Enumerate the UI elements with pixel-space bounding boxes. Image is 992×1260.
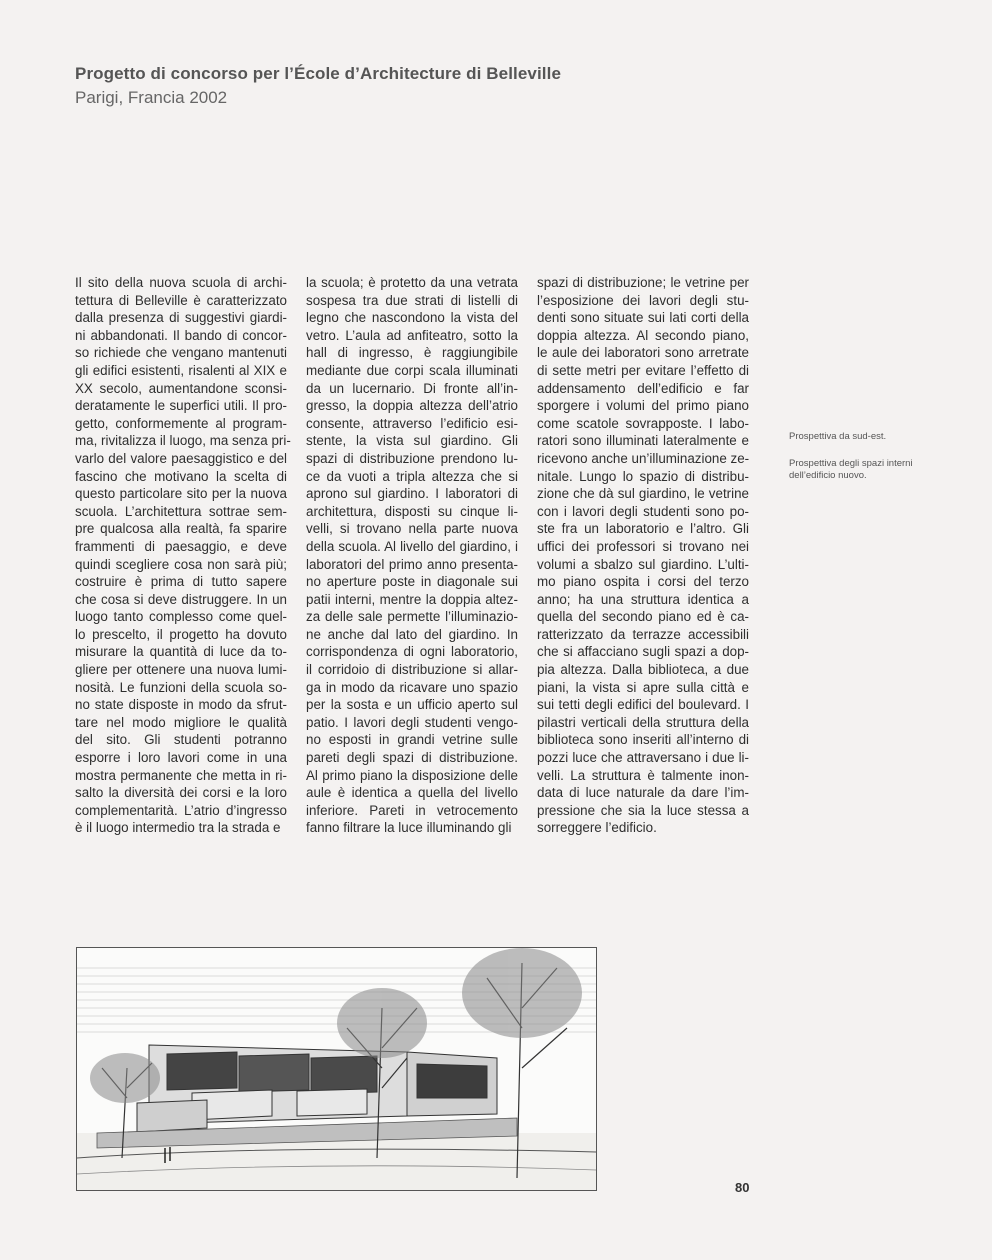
text-line: piani, la vista si apre sulla città e: [537, 679, 749, 695]
text-line: costruire è prima di tutto sapere: [75, 574, 287, 590]
text-line: ricevono anche un’illuminazione ze-: [537, 450, 750, 466]
text-line: frammenti di paesaggio, e deve: [75, 538, 287, 554]
text-line: zione che dà sul giardino, le vetrine: [537, 486, 749, 502]
text-line: architettura, disposti su cinque li-: [306, 503, 518, 519]
architectural-sketch-image: [76, 947, 597, 1191]
text-line: Il sito della nuova scuola di archi-: [75, 275, 287, 290]
text-line: pilastri verticali della struttura della: [537, 714, 749, 730]
text-line: legno che nascondono la vista del: [306, 310, 518, 326]
text-line: corrispondenza di ogni laboratorio,: [306, 644, 518, 660]
text-line: gli edifici esistenti, risalenti al XIX e: [75, 362, 287, 378]
text-line: di sette metri per evitare l’effetto di: [537, 362, 749, 378]
text-line: hall di ingresso, è raggiungibile: [306, 345, 518, 361]
text-line: volumi a sbalzo sul giardino. L’ulti-: [537, 556, 749, 572]
text-line: consente, attraverso l’edificio esi-: [306, 415, 518, 431]
text-line: tettura di Belleville è caratterizzato: [75, 292, 287, 308]
text-line: aule è identica a quella del livello: [306, 785, 518, 801]
text-line: questo particolare sito per la nuova: [75, 486, 287, 502]
text-line: l’esposizione dei lavori degli stu-: [537, 292, 749, 308]
text-line: il corridoio di distribuzione si allar-: [306, 662, 518, 678]
text-line: gliere per ottenere una nuova lumi-: [75, 662, 287, 678]
text-column-2: [306, 274, 518, 837]
text-line: sospesa tra due strati di listelli di: [306, 292, 518, 308]
text-line: anno; ha una struttura identica a: [537, 591, 749, 607]
text-line: inferiore. Pareti in vetrocemento: [306, 802, 518, 818]
page-number: 80: [735, 1180, 750, 1195]
text-line: esporre i loro lavori come in una: [75, 750, 287, 766]
text-line: sui tetti degli edifici del boulevard. I: [537, 697, 749, 713]
text-line: mediante due corpi scala illuminati: [306, 362, 518, 378]
text-line: spazi di distribuzione; le vetrine per: [537, 275, 749, 290]
text-line: aprono sul giardino. I laboratori di: [306, 486, 518, 502]
text-line: patii interni, mentre la doppia altez-: [306, 591, 518, 607]
text-line: sporgere i volumi del primo piano: [537, 398, 749, 414]
text-column-1: [75, 274, 291, 837]
text-line: ste fra un laboratorio e l’altro. Gli: [537, 521, 749, 537]
text-line: ce da vuoti a tripla altezza che si: [306, 468, 518, 484]
page-title: Progetto di concorso per l’École d’Architecture di Belleville: [75, 64, 561, 83]
text-line: deratamente le superfici utili. Il pro-: [75, 398, 287, 414]
text-line: dalla presenza di suggestivi giardi-: [75, 310, 287, 326]
text-line: ne anche dal lato del giardino. In: [306, 626, 518, 642]
text-line: della scuola. Al livello del giardino, i: [306, 538, 518, 554]
text-line: quindi scegliere cosa non sarà più;: [75, 556, 287, 572]
text-line: gresso, la doppia altezza dell’atrio: [306, 398, 518, 414]
text-line: per la sosta e un ufficio aperto sul: [306, 697, 518, 713]
text-line: XX secolo, aumentandone sconsi-: [75, 380, 287, 396]
text-line: doppia altezza. Al secondo piano,: [537, 327, 749, 343]
text-line: uffici dei professori si trovano nei: [537, 538, 749, 554]
text-line: no aperture poste in diagonale sui: [306, 574, 518, 590]
text-line: velli, si trovano nella parte nuova: [306, 521, 518, 537]
text-line: misurare la quantità di luce da to-: [75, 644, 287, 660]
text-line: ga in modo da ricavare uno spazio: [306, 679, 518, 695]
text-line: Al primo piano la disposizione delle: [306, 767, 518, 783]
text-line: quella del secondo piano ed è ca-: [537, 609, 749, 625]
text-line: spazi di distribuzione prendono lu-: [306, 450, 518, 466]
text-line: no state disposte in modo da sfrut-: [75, 697, 287, 713]
text-line: za delle sale permette l’illuminazio-: [306, 609, 518, 625]
text-line: ni abbandonati. Il bando di concor-: [75, 327, 287, 343]
text-line: nosità. Le funzioni della scuola so-: [75, 679, 287, 695]
text-line: luogo tanto complesso come quel-: [75, 609, 287, 625]
text-line: pozzi luce che attraversano i due li-: [537, 750, 749, 766]
text-column-3: [537, 274, 749, 837]
text-line: pia altezza. Dalla biblioteca, a due: [537, 662, 749, 678]
text-line: so richiede che vengano mantenuti: [75, 345, 287, 361]
text-line: che si affacciano sugli spazi a dop-: [537, 644, 749, 660]
text-line: patio. I lavori degli studenti vengo-: [306, 714, 518, 730]
text-line: complementarità. L’atrio d’ingresso: [75, 802, 287, 818]
text-line: stente, la vista sul giardino. Gli: [306, 433, 518, 449]
text-line: no esposti in grandi vetrine sulle: [306, 732, 518, 748]
text-line: addensamento dell’edificio e far: [537, 380, 749, 396]
text-line: biblioteca sono inseriti all’interno di: [537, 732, 749, 748]
text-line: mo piano ospita i corsi del terzo: [537, 574, 749, 590]
text-line: denti sono situate sui lati corti della: [537, 310, 749, 326]
text-line: ratori sono illuminati lateralmente e: [537, 433, 749, 449]
text-line: scuola. L’architettura sottrae sem-: [75, 503, 287, 519]
perspective-drawing: [77, 948, 596, 1190]
text-line: data di luce naturale da dare l’im-: [537, 785, 749, 801]
text-line: le aule dei laboratori sono arretrate: [537, 345, 749, 361]
text-line: pressione che sia la luce stessa a: [537, 802, 749, 818]
text-line: come scatole sovrapposte. I labo-: [537, 415, 749, 431]
text-line: getto, conformemente al program-: [75, 415, 287, 431]
text-line: ratterizzato da terrazze accessibili: [537, 626, 749, 642]
text-line: pre qualcosa alla realtà, fa sparire: [75, 521, 287, 537]
text-line: mostra permanente che metta in ri-: [75, 767, 287, 783]
text-line: pareti degli spazi di distribuzione.: [306, 750, 518, 766]
page-subtitle: Parigi, Francia 2002: [75, 88, 228, 107]
text-line: salto la diversità dei corsi e la loro: [75, 785, 287, 801]
text-line: da un lucernario. Di fronte all’in-: [306, 380, 518, 396]
text-line: velli. La struttura è talmente inon-: [537, 767, 749, 783]
text-line: fanno filtrare la luce illuminando gli: [306, 820, 512, 836]
text-line: lo prescelto, il progetto ha dovuto: [75, 626, 287, 642]
text-line: con i lavori degli studenti sono po-: [537, 503, 749, 519]
text-line: fascino che motivano la scelta di: [75, 468, 287, 484]
text-line: sorreggere l’edificio.: [537, 820, 657, 836]
text-line: varlo del valore paesaggistico e del: [75, 450, 287, 466]
text-line: è il luogo intermedio tra la strada e: [75, 820, 281, 836]
text-line: tare nel modo migliore le qualità: [75, 714, 287, 730]
caption-interior: Prospettiva degli spazi interni dell’edificio nuovo.: [789, 458, 913, 481]
text-line: laboratori del primo anno presenta-: [306, 556, 518, 572]
text-line: del sito. Gli studenti potranno: [75, 732, 287, 748]
text-line: che cosa si deve distruggere. In un: [75, 591, 287, 607]
text-line: la scuola; è protetto da una vetrata: [306, 275, 518, 290]
text-line: nitale. Lungo lo spazio di distribu-: [537, 468, 749, 484]
text-line: vetro. L’aula ad anfiteatro, sotto la: [306, 327, 518, 343]
caption-south-east: Prospettiva da sud-est.: [789, 431, 887, 442]
text-line: ma, rivitalizza il luogo, ma senza pri-: [75, 433, 291, 449]
